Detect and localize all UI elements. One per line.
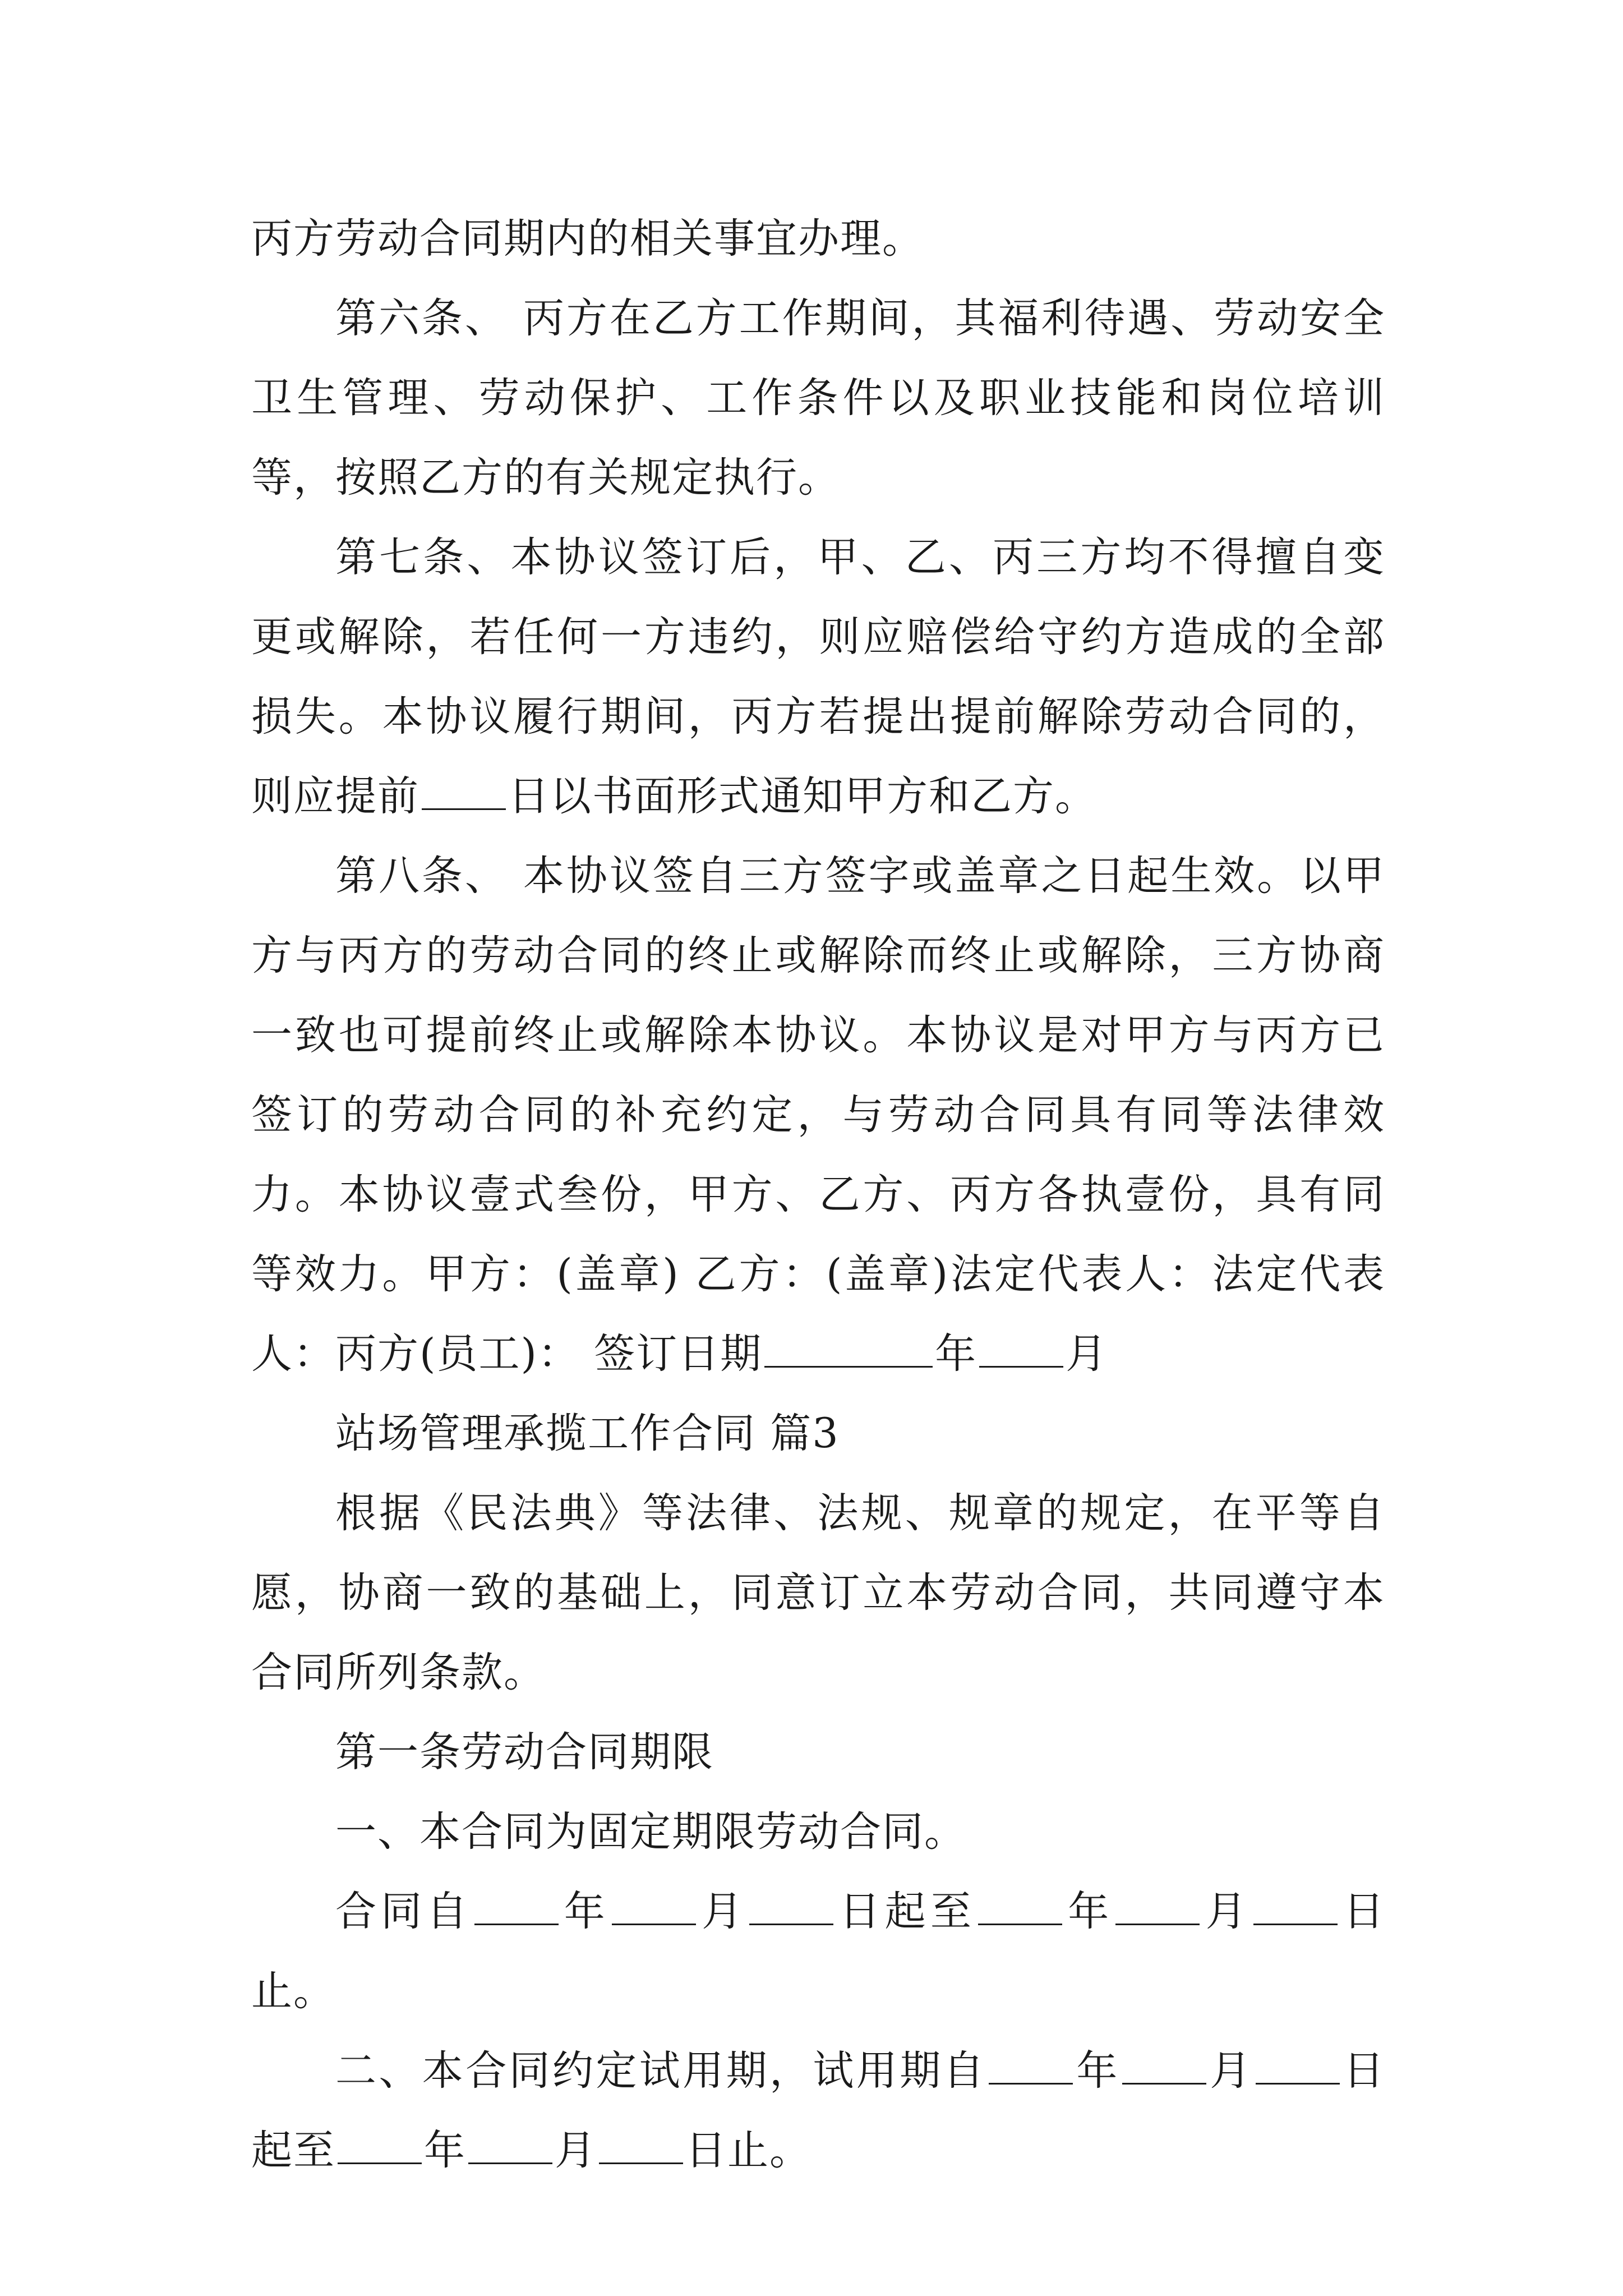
fill-in-blank[interactable]: [474, 1891, 559, 1925]
paragraph-text: 月: [1202, 1888, 1251, 1935]
paragraph-clause-1: [251, 1792, 1385, 1872]
section-heading: [251, 1394, 1385, 1474]
heading-text: 站场管理承揽工作合同 篇3: [335, 1410, 840, 1457]
paragraph-probation-period: [251, 2031, 1385, 2191]
fill-in-blank[interactable]: [749, 1891, 833, 1925]
fill-in-blank[interactable]: [422, 776, 506, 810]
document-body: [251, 199, 1385, 2191]
paragraph-text: 年: [1064, 1888, 1114, 1935]
paragraph-continuation: [251, 199, 1385, 279]
paragraph-text: 日起至: [836, 1888, 976, 1935]
fill-in-blank[interactable]: [989, 2050, 1073, 2085]
paragraph-article-8: [251, 836, 1385, 1394]
paragraph-text: 月: [698, 1888, 748, 1935]
paragraph-article-6: [251, 279, 1385, 518]
fill-in-blank[interactable]: [1122, 2050, 1206, 2085]
paragraph-text: 第六条、 丙方在乙方工作期间，其福利待遇、劳动安全卫生管理、劳动保护、工作条件以及职业技能和岗位培训等，按照乙方的有关规定执行。: [251, 295, 1385, 501]
fill-in-blank[interactable]: [599, 2130, 683, 2164]
paragraph-preamble: [251, 1474, 1385, 1713]
paragraph-article-7: [251, 518, 1385, 836]
paragraph-text: 月: [1208, 2047, 1253, 2095]
article-heading: [251, 1713, 1385, 1792]
fill-in-blank[interactable]: [338, 2130, 422, 2164]
fill-in-blank[interactable]: [978, 1891, 1062, 1925]
paragraph-text: 月: [1066, 1330, 1108, 1378]
fill-in-blank[interactable]: [764, 1333, 933, 1368]
paragraph-text: 日止。: [251, 1888, 1385, 2015]
paragraph-text: 日起至: [251, 2047, 1386, 2174]
paragraph-text: 年: [1075, 2047, 1120, 2095]
paragraph-text: 第七条、本协议签订后，甲、乙、丙三方均不得擅自变更或解除，若任何一方违约，则应赔偿给守约方造成的全部损失。本协议履行期间，丙方若提出提前解除劳动合同的，则应提前: [251, 533, 1385, 820]
paragraph-text: 合同自: [335, 1888, 472, 1935]
fill-in-blank[interactable]: [1253, 1891, 1338, 1925]
paragraph-text: 年: [560, 1888, 610, 1935]
paragraph-text: 年: [424, 2127, 466, 2174]
fill-in-blank[interactable]: [468, 2130, 552, 2164]
paragraph-text: 根据《民法典》等法律、法规、规章的规定，在平等自愿，协商一致的基础上，同意订立本劳动合同，共同遵守本合同所列条款。: [251, 1489, 1385, 1696]
fill-in-blank[interactable]: [612, 1891, 696, 1925]
heading-text: 第一条劳动合同期限: [335, 1728, 714, 1776]
paragraph-text: 年: [935, 1330, 978, 1378]
paragraph-text: 一、本合同为固定期限劳动合同。: [335, 1808, 966, 1856]
paragraph-text: 日以书面形式通知甲方和乙方。: [508, 772, 1097, 820]
paragraph-contract-period: [251, 1872, 1385, 2031]
paragraph-text: 第八条、 本协议签自三方签字或盖章之日起生效。以甲方与丙方的劳动合同的终止或解除而终止或解除，三方协商一致也可提前终止或解除本协议。本协议是对甲方与丙方已签订的劳动合同的补充约定，与劳动合同具有同等法律效力。本协议壹式叁份，甲方、乙方、丙方各执壹份，具有同等效力。甲方：(盖章) 乙方：(盖章)法定代表人：法定代表人：丙方(员工)： 签订日期: [251, 852, 1385, 1378]
paragraph-text: 二、本合同约定试用期，试用期自: [335, 2047, 986, 2095]
fill-in-blank[interactable]: [1256, 2050, 1340, 2085]
fill-in-blank[interactable]: [1115, 1891, 1200, 1925]
fill-in-blank[interactable]: [979, 1333, 1063, 1368]
paragraph-text: 日止。: [685, 2127, 811, 2174]
paragraph-text: 丙方劳动合同期内的相关事宜办理。: [251, 215, 924, 263]
paragraph-text: 月: [555, 2127, 597, 2174]
